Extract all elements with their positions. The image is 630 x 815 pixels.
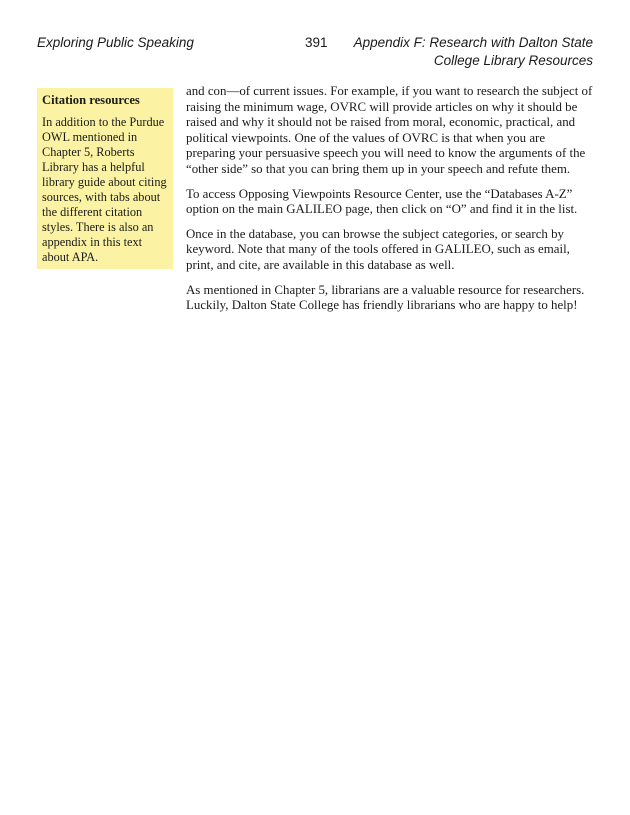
callout-body: In addition to the Purdue OWL mentioned in Chapter 5, Roberts Library has a helpful library guide about citing sources, with tabs about the different citation styles. There is also an appendix in this text about APA. bbox=[42, 115, 167, 264]
chapter-title-line-1: Appendix F: Research with Dalton State bbox=[353, 35, 593, 50]
paragraph-database-tools: Once in the database, you can browse the subject categories, or search by keyword. Note that many of the tools offered in GALILEO, such as email, print, and cite, are available in this database as well. bbox=[186, 226, 570, 272]
paragraph-ovrc-overview: and con—of current issues. For example, if you want to research the subject of raising the minimum wage, OVRC will provide articles on why it should be raised and why it should not be raised from moral, economic, practical, and political viewpoints. One of the values of OVRC is that when you are preparing your persuasive speech you will need to know the arguments of the “other side” so that you can bring them up in your speech and refute them. bbox=[186, 84, 593, 176]
chapter-title-line-2: College Library Resources bbox=[433, 53, 593, 68]
paragraph-ovrc-access: To access Opposing Viewpoints Resource Center, use the “Databases A-Z” option on the main GALILEO page, then click on “O” and find it in the list. bbox=[186, 186, 578, 217]
running-header bbox=[37, 34, 593, 74]
callout-title: Citation resources bbox=[42, 93, 140, 107]
chapter-title bbox=[354, 34, 593, 70]
paragraph-librarians: As mentioned in Chapter 5, librarians are a valuable resource for researchers. Luckily, Dalton State College has friendly librarians who are happy to help! bbox=[186, 282, 585, 313]
book-title: Exploring Public Speaking bbox=[37, 35, 194, 50]
page-number: 391 bbox=[305, 35, 328, 50]
body-text bbox=[186, 84, 593, 323]
citation-resources-callout bbox=[37, 88, 173, 269]
